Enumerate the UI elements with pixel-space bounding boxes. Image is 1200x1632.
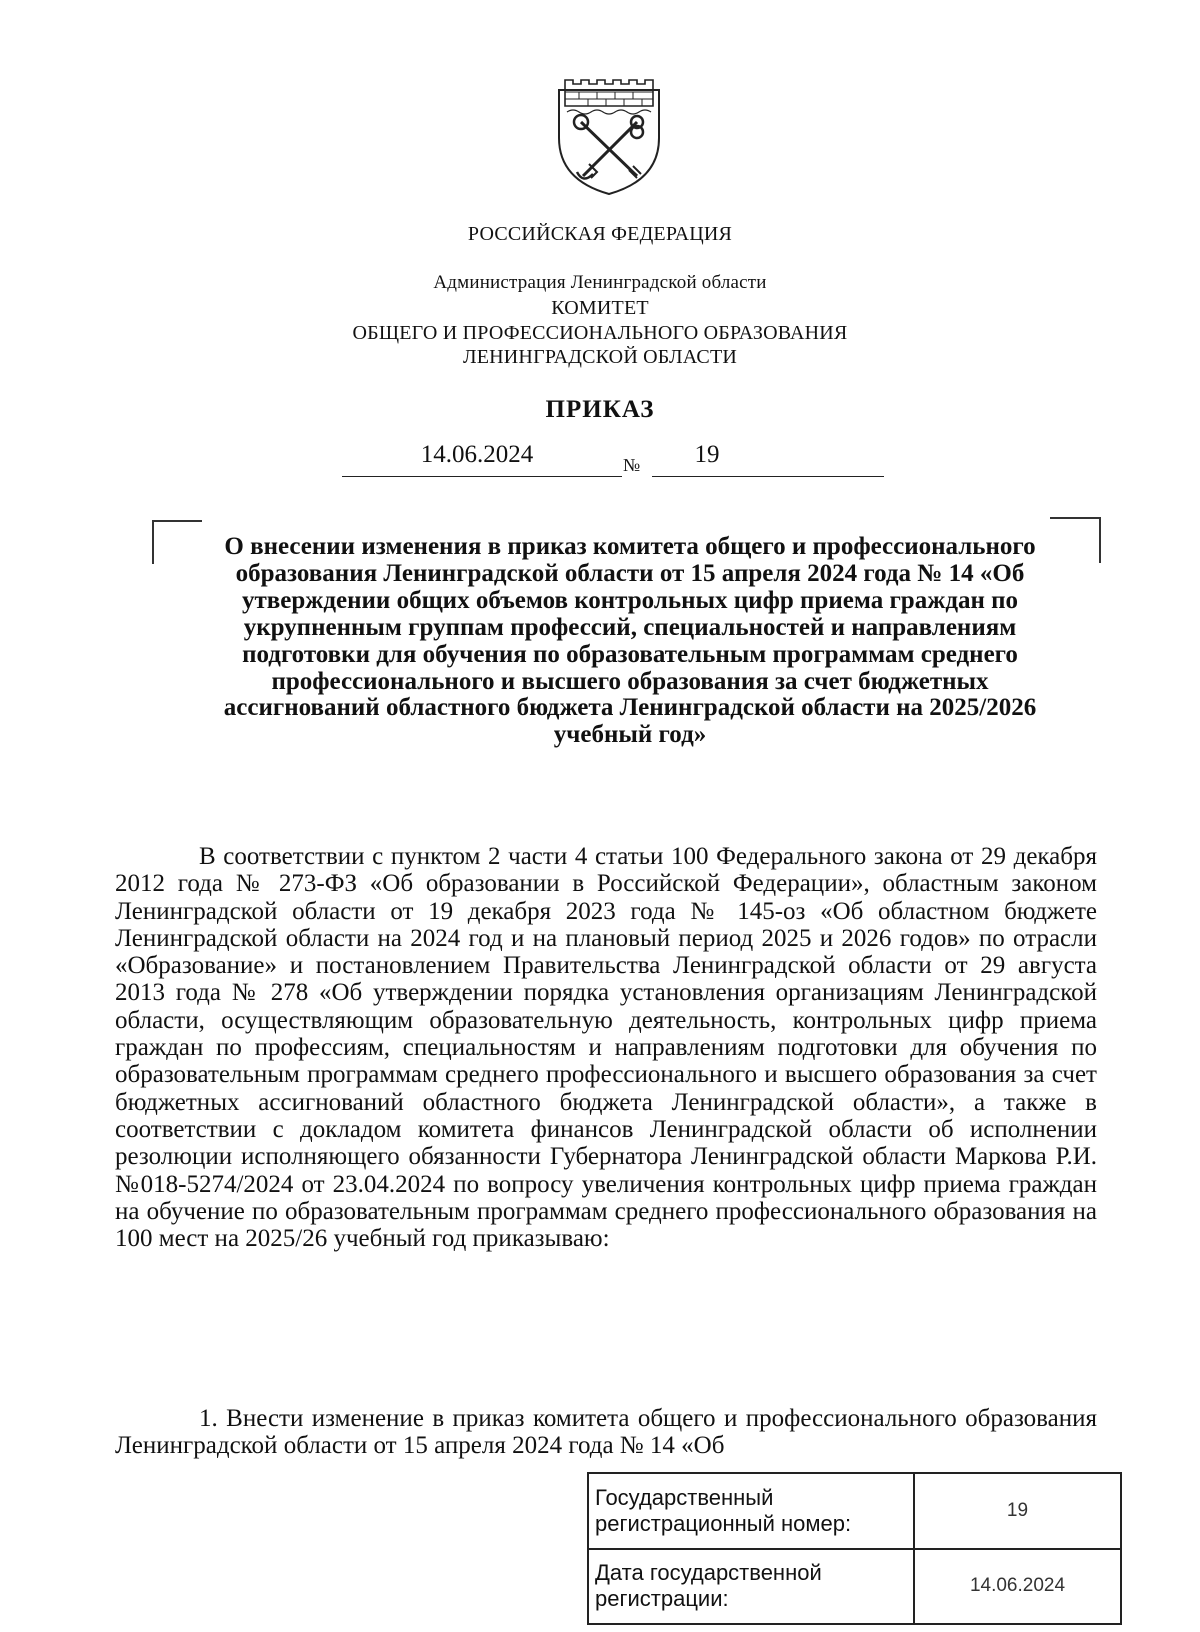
committee-line-1: КОМИТЕТ [551,297,649,319]
preamble-paragraph: В соответствии с пунктом 2 части 4 статьи 100 Федерального закона от 29 декабря 2012 года № 273-ФЗ «Об образовании в Российской Федерации», областным законом Ленинградской области от 19 декабря 2023 года № 145-оз «Об областном бюджете Ленинградской области на 2024 год и на плановый период 2025 и 2026 годов» по отрасли «Образование» и постановлением Правительства Ленинградской области от 29 августа 2013 года № 278 «Об утверждении порядка установления организациям Ленинградской области, осуществляющим образовательную деятельность, контрольных цифр приема граждан по профессиям, специальностям и направлениям подготовки для обучения по образовательным программам среднего профессионального и высшего образования за счет бюджетных ассигнований областного бюджета Ленинградской области», а также в соответствии с докладом комитета финансов Ленинградской области об исполнении резолюции исполняющего обязанности Губернатора Ленинградской области Маркова Р.И. №018-5274/2024 от 23.04.2024 по вопросу увеличения контрольных цифр приема граждан на обучение по образовательным программам среднего профессионального образования на 100 мест на 2025/26 учебный год приказываю: [115,843,1097,1253]
committee-line-3: ЛЕНИНГРАДСКОЙ ОБЛАСТИ [462,346,738,368]
registration-number-row [588,1473,1121,1549]
registration-date-value: 14.06.2024 [914,1549,1121,1625]
registration-date-row [588,1549,1121,1625]
order-number: 19 [694,441,720,468]
document-type-heading: ПРИКАЗ [545,396,655,423]
committee-line-2: ОБЩЕГО И ПРОФЕССИОНАЛЬНОГО ОБРАЗОВАНИЯ [352,322,848,344]
order-date: 14.06.2024 [420,441,534,468]
number-sign: № [623,455,641,475]
date-underline [342,476,622,477]
registration-date-label: Дата государственной регистрации: [588,1549,914,1625]
title-bracket-left [152,520,202,564]
number-underline [652,476,884,477]
registration-number-label: Государственный регистрационный номер: [588,1473,914,1549]
administration-name: Администрация Ленинградской области [433,272,767,293]
registration-stamp-table [587,1472,1122,1625]
document-title: О внесении изменения в приказ комитета общего и профессионального образования Ленинградской области от 15 апреля 2024 года № 14 «Об утверждении общих объемов контрольных цифр приема граждан по укрупненным группам профессий, специальностей и направлениям подготовки для обучения по образовательным программам среднего профессионального и высшего образования за счет бюджетных ассигнований областного бюджета Ленинградской области на 2025/2026 учебный год» [223,533,1037,749]
country-name: РОССИЙСКАЯ ФЕДЕРАЦИЯ [467,223,733,245]
coat-of-arms-icon [553,76,665,196]
registration-number-value: 19 [914,1473,1121,1549]
clause-1-paragraph: 1. Внести изменение в приказ комитета общего и профессионального образования Ленинградской области от 15 апреля 2024 года № 14 «Об [115,1405,1097,1460]
